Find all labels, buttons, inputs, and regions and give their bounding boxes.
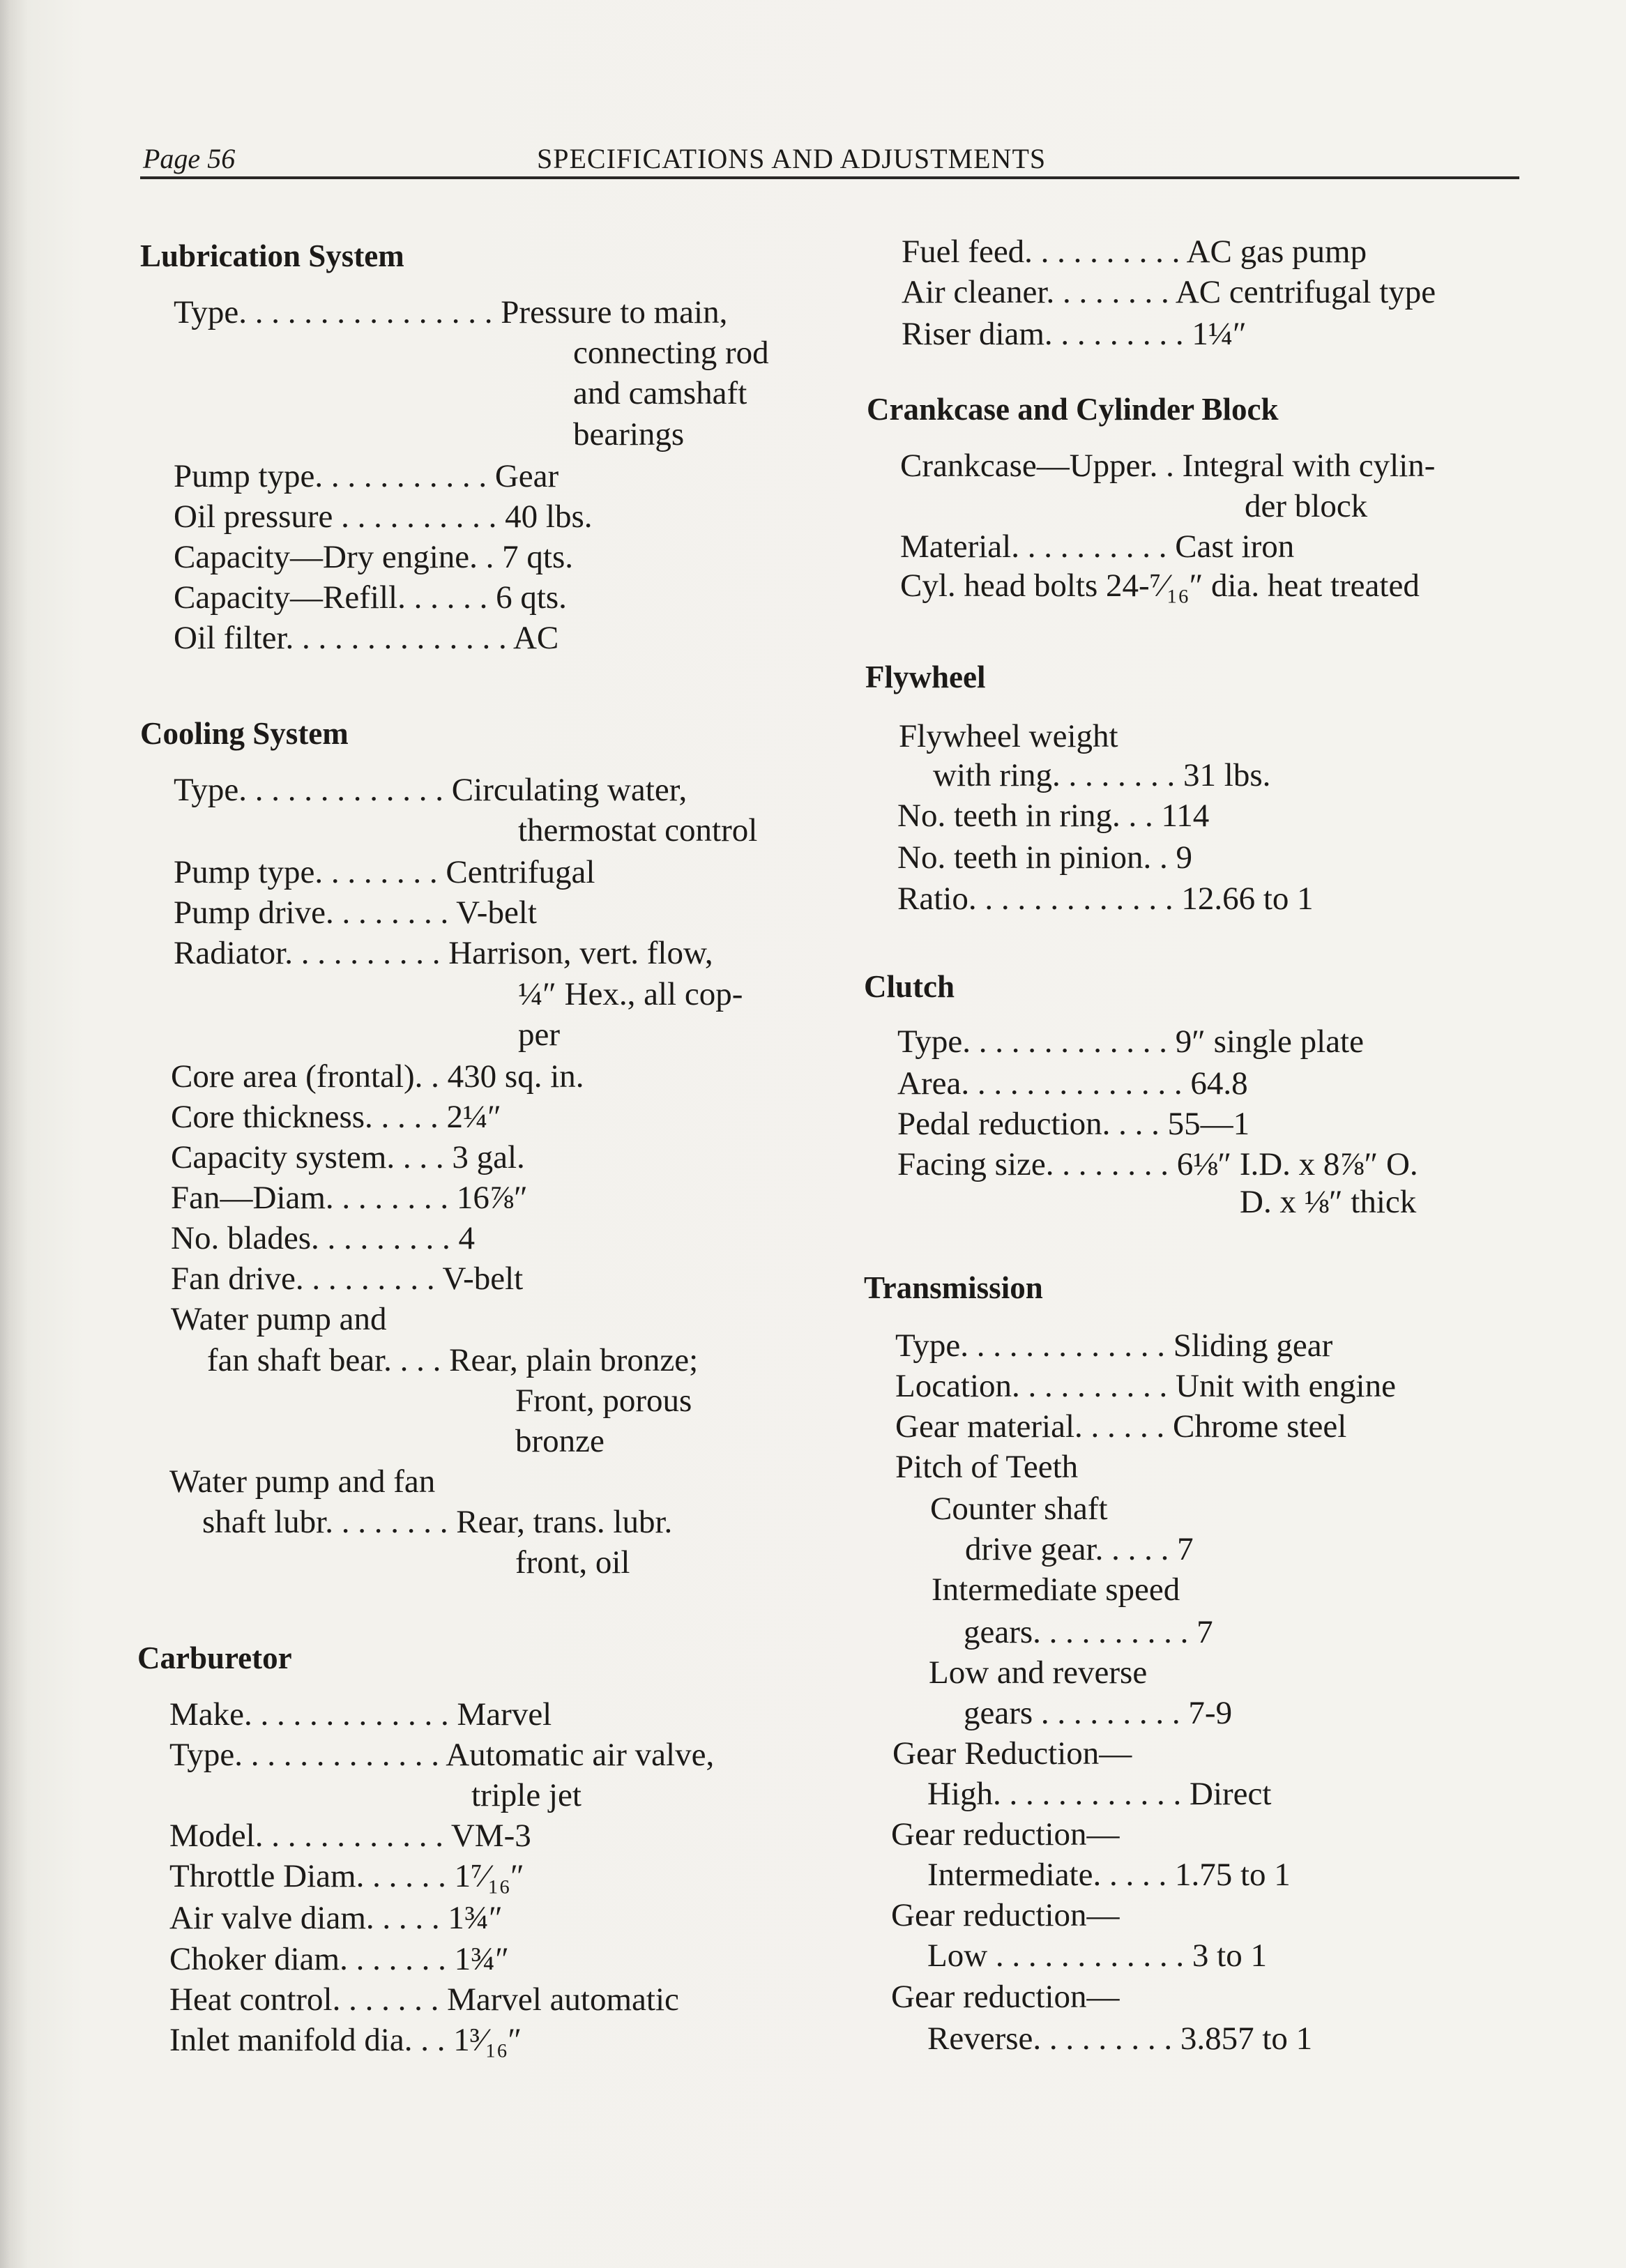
spec-line: Air valve diam. . . . . 1¾″ xyxy=(169,1900,503,1936)
spec-line: Pedal reduction. . . . 55—1 xyxy=(897,1106,1250,1142)
spec-line: Type. . . . . . . . . . . . . 9″ single plate xyxy=(897,1023,1364,1060)
spec-line: Radiator. . . . . . . . . . Harrison, vert. flow, xyxy=(174,935,713,971)
section-heading: Crankcase and Cylinder Block xyxy=(867,392,1279,427)
running-title: SPECIFICATIONS AND ADJUSTMENTS xyxy=(537,143,1047,174)
spec-line: Oil filter. . . . . . . . . . . . . . AC xyxy=(174,620,559,656)
spec-line: Gear reduction— xyxy=(891,1897,1120,1933)
spec-line: Counter shaft xyxy=(930,1491,1108,1527)
spec-line: Type. . . . . . . . . . . . . Automatic air valve, xyxy=(169,1737,715,1773)
spec-line: D. x ⅛″ thick xyxy=(1240,1184,1417,1220)
spec-line: front, oil xyxy=(515,1544,630,1581)
spec-line: Choker diam. . . . . . . 1¾″ xyxy=(169,1941,509,1977)
spec-line: Gear material. . . . . . Chrome steel xyxy=(895,1408,1347,1445)
section-heading: Flywheel xyxy=(865,660,986,694)
spec-line: No. teeth in ring. . . 114 xyxy=(897,798,1210,834)
spec-line: Heat control. . . . . . . Marvel automatic xyxy=(169,1981,679,2018)
spec-line: Flywheel weight xyxy=(899,718,1118,754)
spec-line: Low and reverse xyxy=(929,1654,1148,1691)
spec-line: der block xyxy=(1245,488,1368,524)
spec-line: No. teeth in pinion. . 9 xyxy=(897,839,1192,876)
spec-line: Gear reduction— xyxy=(891,1816,1120,1852)
spec-line: No. blades. . . . . . . . . 4 xyxy=(171,1220,476,1256)
spec-line: Cyl. head bolts 24-⁷⁄₁₆″ dia. heat treated xyxy=(900,568,1420,604)
spec-line: Pitch of Teeth xyxy=(895,1449,1079,1485)
spec-line: fan shaft bear. . . . Rear, plain bronze; xyxy=(207,1342,699,1378)
spec-line: ¼″ Hex., all cop- xyxy=(518,976,743,1012)
section-heading: Transmission xyxy=(864,1270,1043,1305)
header-rule xyxy=(140,176,1519,179)
spec-line: Crankcase—Upper. . Integral with cylin- xyxy=(900,448,1436,484)
spec-line: gears . . . . . . . . . 7-9 xyxy=(964,1695,1233,1731)
spec-line: Model. . . . . . . . . . . . VM-3 xyxy=(169,1818,531,1854)
spec-line: High. . . . . . . . . . . . Direct xyxy=(927,1776,1272,1812)
spec-line: with ring. . . . . . . . 31 lbs. xyxy=(933,757,1271,793)
spec-line: drive gear. . . . . 7 xyxy=(965,1531,1194,1567)
spec-line: Fan—Diam. . . . . . . . 16⅞″ xyxy=(171,1180,528,1216)
section-heading: Clutch xyxy=(864,969,955,1004)
spec-line: Low . . . . . . . . . . . . 3 to 1 xyxy=(927,1938,1267,1974)
spec-line: bronze xyxy=(515,1423,605,1459)
section-heading: Carburetor xyxy=(137,1641,292,1675)
spec-line: Fuel feed. . . . . . . . . . AC gas pump xyxy=(902,234,1367,270)
spec-line: Throttle Diam. . . . . . 1⁷⁄₁₆″ xyxy=(169,1858,524,1894)
spec-line: bearings xyxy=(573,416,685,452)
spec-line: shaft lubr. . . . . . . . Rear, trans. lubr. xyxy=(202,1504,673,1540)
spec-line: Gear reduction— xyxy=(891,1979,1120,2015)
spec-line: Area. . . . . . . . . . . . . . 64.8 xyxy=(897,1065,1248,1102)
spec-line: Make. . . . . . . . . . . . . Marvel xyxy=(169,1696,552,1733)
spec-line: Ratio. . . . . . . . . . . . . 12.66 to 1 xyxy=(897,881,1314,917)
spec-line: Fan drive. . . . . . . . . V-belt xyxy=(171,1261,524,1297)
spec-line: Core thickness. . . . . 2¼″ xyxy=(171,1099,501,1135)
spec-line: gears. . . . . . . . . . 7 xyxy=(964,1614,1213,1650)
spec-line: per xyxy=(518,1017,561,1053)
spec-line: Intermediate. . . . . 1.75 to 1 xyxy=(927,1857,1291,1893)
spec-line: Front, porous xyxy=(515,1383,692,1419)
spec-line: Water pump and fan xyxy=(169,1463,436,1500)
spec-line: Water pump and xyxy=(171,1301,387,1337)
spec-line: Intermediate speed xyxy=(932,1571,1180,1608)
page-number: Page 56 xyxy=(143,143,236,174)
spec-line: Type. . . . . . . . . . . . . Sliding gear xyxy=(895,1327,1333,1364)
spec-line: thermostat control xyxy=(518,812,758,848)
spec-line: Pump type. . . . . . . . . . . Gear xyxy=(174,458,559,494)
spec-line: Riser diam. . . . . . . . . 1¼″ xyxy=(902,316,1247,352)
spec-line: triple jet xyxy=(471,1777,582,1813)
spec-line: Air cleaner. . . . . . . . AC centrifugal type xyxy=(902,274,1436,310)
spec-line: Material. . . . . . . . . . Cast iron xyxy=(900,528,1295,565)
section-heading: Cooling System xyxy=(140,716,349,751)
spec-line: connecting rod xyxy=(573,335,769,371)
spec-line: Reverse. . . . . . . . . 3.857 to 1 xyxy=(927,2020,1313,2057)
spec-line: and camshaft xyxy=(573,375,747,411)
spec-line: Location. . . . . . . . . . Unit with engine xyxy=(895,1368,1396,1404)
spec-line: Capacity system. . . . 3 gal. xyxy=(171,1139,525,1175)
spec-line: Pump drive. . . . . . . . V-belt xyxy=(174,895,537,931)
spec-line: Type. . . . . . . . . . . . . Circulating water, xyxy=(174,772,687,808)
spec-line: Inlet manifold dia. . . 1³⁄₁₆″ xyxy=(169,2022,522,2058)
spec-line: Capacity—Refill. . . . . . 6 qts. xyxy=(174,579,567,616)
spec-line: Oil pressure . . . . . . . . . . 40 lbs. xyxy=(174,498,593,535)
spec-line: Gear Reduction— xyxy=(892,1735,1132,1772)
spec-line: Facing size. . . . . . . . 6⅛″ I.D. x 8⅞″ O. xyxy=(897,1146,1418,1182)
spec-line: Type. . . . . . . . . . . . . . . . Pressure to main, xyxy=(174,294,728,330)
spec-line: Pump type. . . . . . . . Centrifugal xyxy=(174,854,595,890)
section-heading: Lubrication System xyxy=(140,238,404,273)
spec-line: Capacity—Dry engine. . 7 qts. xyxy=(174,539,574,575)
spec-line: Core area (frontal). . 430 sq. in. xyxy=(171,1058,584,1095)
